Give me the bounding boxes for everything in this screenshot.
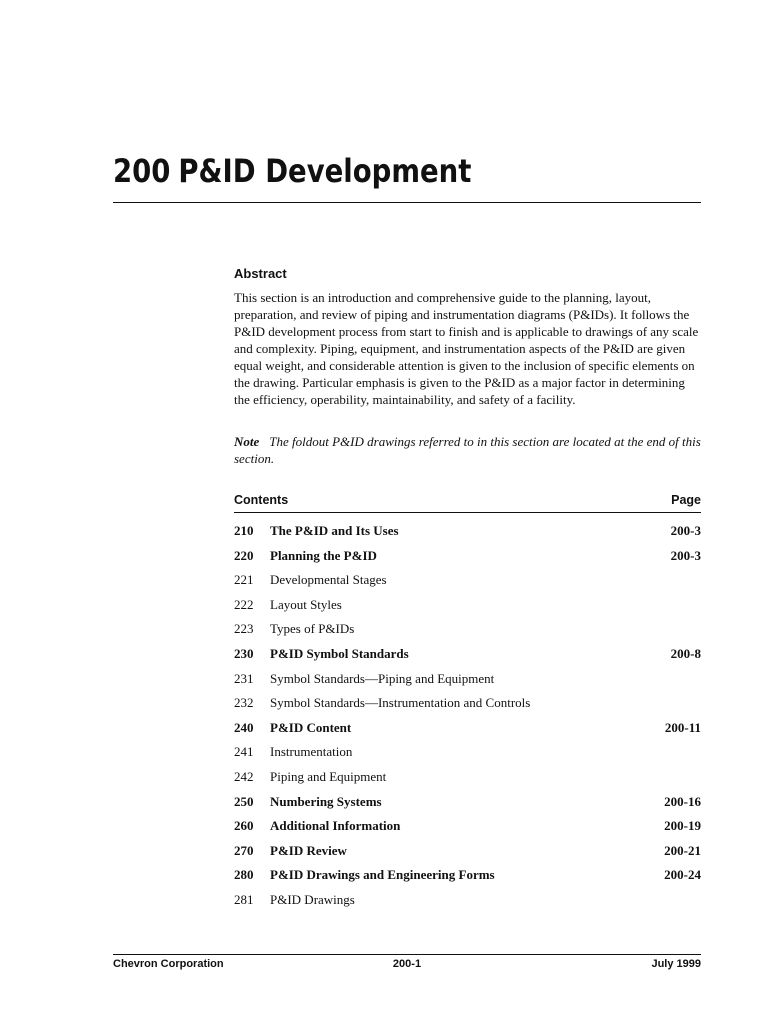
section-title: P&ID Development — [178, 152, 472, 190]
footer-date: July 1999 — [651, 958, 701, 970]
toc-title: Numbering Systems — [270, 793, 382, 809]
toc-title: Developmental Stages — [270, 572, 387, 588]
toc-row — [234, 691, 701, 716]
abstract-heading: Abstract — [234, 266, 287, 281]
toc-title: P&ID Content — [270, 719, 352, 735]
toc-title: P&ID Symbol Standards — [270, 645, 409, 661]
toc-row — [234, 544, 701, 569]
toc-number: 221 — [234, 572, 254, 588]
toc-page: 200-8 — [670, 645, 701, 661]
toc-number: 220 — [234, 547, 254, 563]
toc-title: The P&ID and Its Uses — [270, 523, 399, 538]
toc-title: Types of P&IDs — [270, 621, 355, 637]
toc-row — [234, 888, 701, 913]
footer-page-number: 200-1 — [392, 958, 422, 970]
toc-title: Instrumentation — [270, 744, 353, 760]
toc-page: 200-24 — [664, 867, 701, 883]
toc-title: P&ID Drawings and Engineering Forms — [270, 867, 495, 883]
title-rule — [113, 202, 701, 203]
contents-header — [234, 493, 701, 513]
table-of-contents — [234, 519, 701, 913]
toc-row — [234, 568, 701, 593]
toc-number: 210 — [234, 523, 254, 538]
toc-page: 200-16 — [664, 793, 701, 809]
toc-number: 241 — [234, 744, 254, 760]
toc-row — [234, 716, 701, 741]
toc-row — [234, 667, 701, 692]
toc-page: 200-3 — [670, 523, 701, 538]
toc-title: P&ID Drawings — [270, 891, 355, 907]
section-number: 200 — [113, 152, 171, 190]
page-title — [113, 152, 619, 190]
toc-row — [234, 814, 701, 839]
toc-number: 240 — [234, 719, 254, 735]
toc-title: Symbol Standards—Piping and Equipment — [270, 670, 495, 686]
contents-heading: Contents — [234, 493, 289, 507]
toc-row — [234, 593, 701, 618]
toc-row — [234, 765, 701, 790]
toc-page: 200-19 — [664, 818, 701, 834]
toc-title: Symbol Standards—Instrumentation and Controls — [270, 695, 531, 711]
abstract-body: This section is an introduction and comprehensive guide to the planning, layout, preparation, and review of piping and instrumentation diagrams (P&IDs). It follows the P&ID development process from start to finish and is applicable to drawings of any scale and complexity. Piping, equipment, and instrumentation aspects of the P&ID are given equal weight, and considerable attention is given to the inclusion of specific elements on the drawing. Particular emphasis is given to the P&ID as a major factor in determining the efficiency, operability, maintainability, and safety of a facility. — [234, 290, 699, 407]
note — [234, 433, 702, 467]
toc-title: Layout Styles — [270, 596, 342, 612]
toc-title: P&ID Review — [270, 842, 347, 858]
toc-row — [234, 519, 701, 544]
toc-row — [234, 839, 701, 864]
toc-row — [234, 863, 701, 888]
toc-number: 223 — [234, 621, 254, 637]
toc-page: 200-11 — [664, 719, 701, 735]
toc-number: 231 — [234, 670, 254, 686]
toc-title: Piping and Equipment — [270, 768, 387, 784]
note-label: Note — [234, 434, 260, 449]
toc-number: 281 — [234, 891, 254, 907]
toc-number: 270 — [234, 842, 254, 858]
footer — [113, 958, 701, 974]
toc-number: 232 — [234, 695, 254, 711]
footer-rule — [113, 954, 701, 955]
toc-row — [234, 790, 701, 815]
page-heading: Page — [671, 493, 701, 507]
toc-page: 200-21 — [664, 842, 701, 858]
toc-title: Additional Information — [270, 818, 401, 834]
toc-number: 242 — [234, 768, 254, 784]
toc-number: 250 — [234, 793, 254, 809]
toc-number: 280 — [234, 867, 254, 883]
toc-row — [234, 642, 701, 667]
toc-title: Planning the P&ID — [270, 547, 377, 563]
footer-company: Chevron Corporation — [113, 958, 224, 970]
toc-row — [234, 617, 701, 642]
toc-row — [234, 740, 701, 765]
toc-number: 222 — [234, 596, 254, 612]
toc-number: 230 — [234, 645, 254, 661]
note-text: The foldout P&ID drawings referred to in this section are located at the end of this section. — [234, 434, 701, 466]
toc-number: 260 — [234, 818, 254, 834]
toc-page: 200-3 — [670, 547, 701, 563]
